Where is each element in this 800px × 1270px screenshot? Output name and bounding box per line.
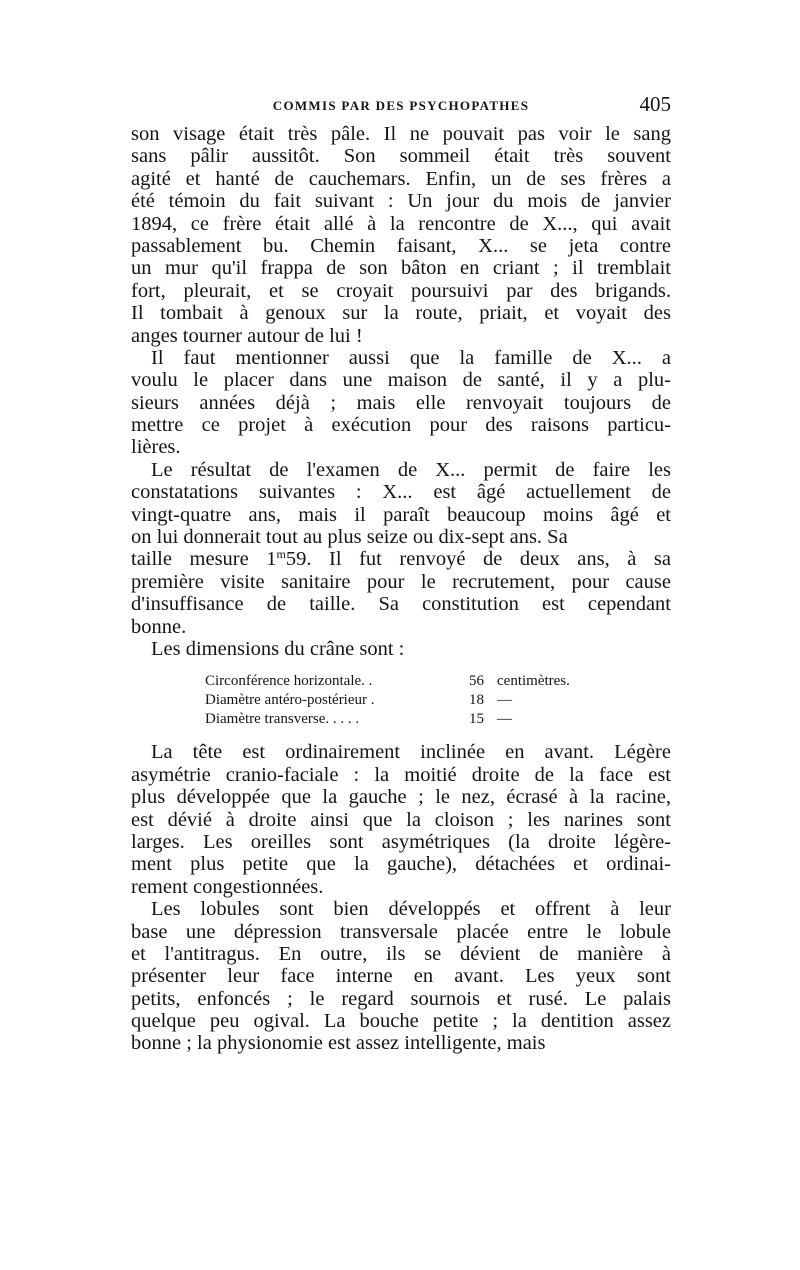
text-line: anges tourner autour de lui ! [131,324,363,347]
running-head [131,92,671,118]
text-line: plus développée que la gauche ; le nez, écrasé à la racine, [131,786,671,809]
measurement-unit: — [497,692,512,709]
paragraph [131,123,671,347]
measurement-unit: centimètres. [497,673,570,690]
text-line: base une dépression transversale placée entre le lobule [131,920,671,943]
skull-measurements-table [205,672,605,729]
text-line: vingt-quatre ans, mais il paraît beaucoup moins âgé et [131,503,671,526]
text-line: constatations suivantes : X... est âgé actuellement de [131,481,671,504]
text-line: larges. Les oreilles sont asymétriques (la droite légère- [131,830,671,853]
text-line: on lui donnerait tout au plus seize ou dix-sept ans. Sa [131,526,568,549]
text-line: bonne. [131,615,187,638]
text-line: sieurs années déjà ; mais elle renvoyait toujours de [131,391,671,414]
measurement-label: Diamètre transverse. . . . . [205,711,360,728]
text-line: voulu le placer dans une maison de santé, il y a plu- [131,369,671,392]
text-line: petits, enfoncés ; le regard sournois et rusé. Le palais [131,987,671,1010]
text-line: Il tombait à genoux sur la route, priait, et voyait des [131,302,671,325]
measurement-unit: — [497,711,512,728]
text-line: un mur qu'il frappa de son bâton en criant ; il tremblait [131,257,671,280]
text-line: passablement bu. Chemin faisant, X... se jeta contre [131,234,671,257]
text-line: et l'antitragus. En outre, ils se dévient de manière à [131,942,671,965]
measurement-row [205,710,605,729]
text-line: 1894, ce frère était allé à la rencontre de X..., qui avait [131,212,671,235]
stature-text: taille mesure 1 [131,548,277,571]
text-line: mettre ce projet à exécution pour des raisons particu- [131,414,671,437]
text-line: asymétrie cranio-faciale : la moitié droite de la face est [131,763,671,786]
stature-unit-superscript: m [276,547,286,562]
text-line: Il faut mentionner aussi que la famille de X... a [151,346,671,369]
text-line: Le résultat de l'examen de X... permit de faire les [151,458,671,481]
text-line: fort, pleurait, et se croyait poursuivi par des brigands. [131,279,671,302]
text-line: lières. [131,436,181,459]
text-line: bonne ; la physionomie est assez intelligente, mais [131,1032,546,1055]
measurement-value: 56 [469,673,484,690]
paragraph [131,741,671,898]
stature-text-rest: 59. Il fut renvoyé de deux ans, à sa [285,548,671,571]
measurement-label: Circonférence horizontale. . [205,673,373,690]
text-line: été témoin du fait suivant : Un jour du mois de janvier [131,190,671,213]
text-line: agité et hanté de cauchemars. Enfin, un de ses frères a [131,167,671,190]
text-line: rement congestionnées. [131,875,324,898]
paragraph [131,459,671,549]
text-line: sans pâlir aussitôt. Son sommeil était très souvent [131,145,671,168]
measurement-value: 18 [469,692,484,709]
page-number: 405 [639,92,671,116]
measurement-label: Diamètre antéro-postérieur . [205,692,375,709]
stature-line [131,548,671,570]
paragraphs-before [131,123,671,548]
text-line: est dévié à droite ainsi que la cloison ; les narines sont [131,808,671,831]
running-title: COMMIS PAR DES PSYCHOPATHES [272,98,530,113]
text-line: présenter leur face interne en avant. Les yeux sont [131,965,671,988]
text-line: son visage était très pâle. Il ne pouvait pas voir le sang [131,123,671,145]
text-line: première visite sanitaire pour le recrutement, pour cause [131,570,671,593]
paragraph [131,347,671,459]
measurement-row [205,672,605,691]
stature-continuation [131,571,671,638]
measurement-value: 15 [469,711,484,728]
text-line: La tête est ordinairement inclinée en avant. Légère [151,741,671,764]
measurement-row [205,691,605,710]
text-line: d'insuffisance de taille. Sa constitution est cependant [131,593,671,616]
text-line: quelque peu ogival. La bouche petite ; la dentition assez [131,1010,671,1033]
body-text [131,123,671,1055]
text-line: Les lobules sont bien développés et offrent à leur [151,898,671,921]
paragraphs-after [131,741,671,1054]
paragraph [131,898,671,1055]
measures-intro: Les dimensions du crâne sont : [151,637,405,660]
text-line: ment plus petite que la gauche), détachées et ordinai- [131,853,671,876]
